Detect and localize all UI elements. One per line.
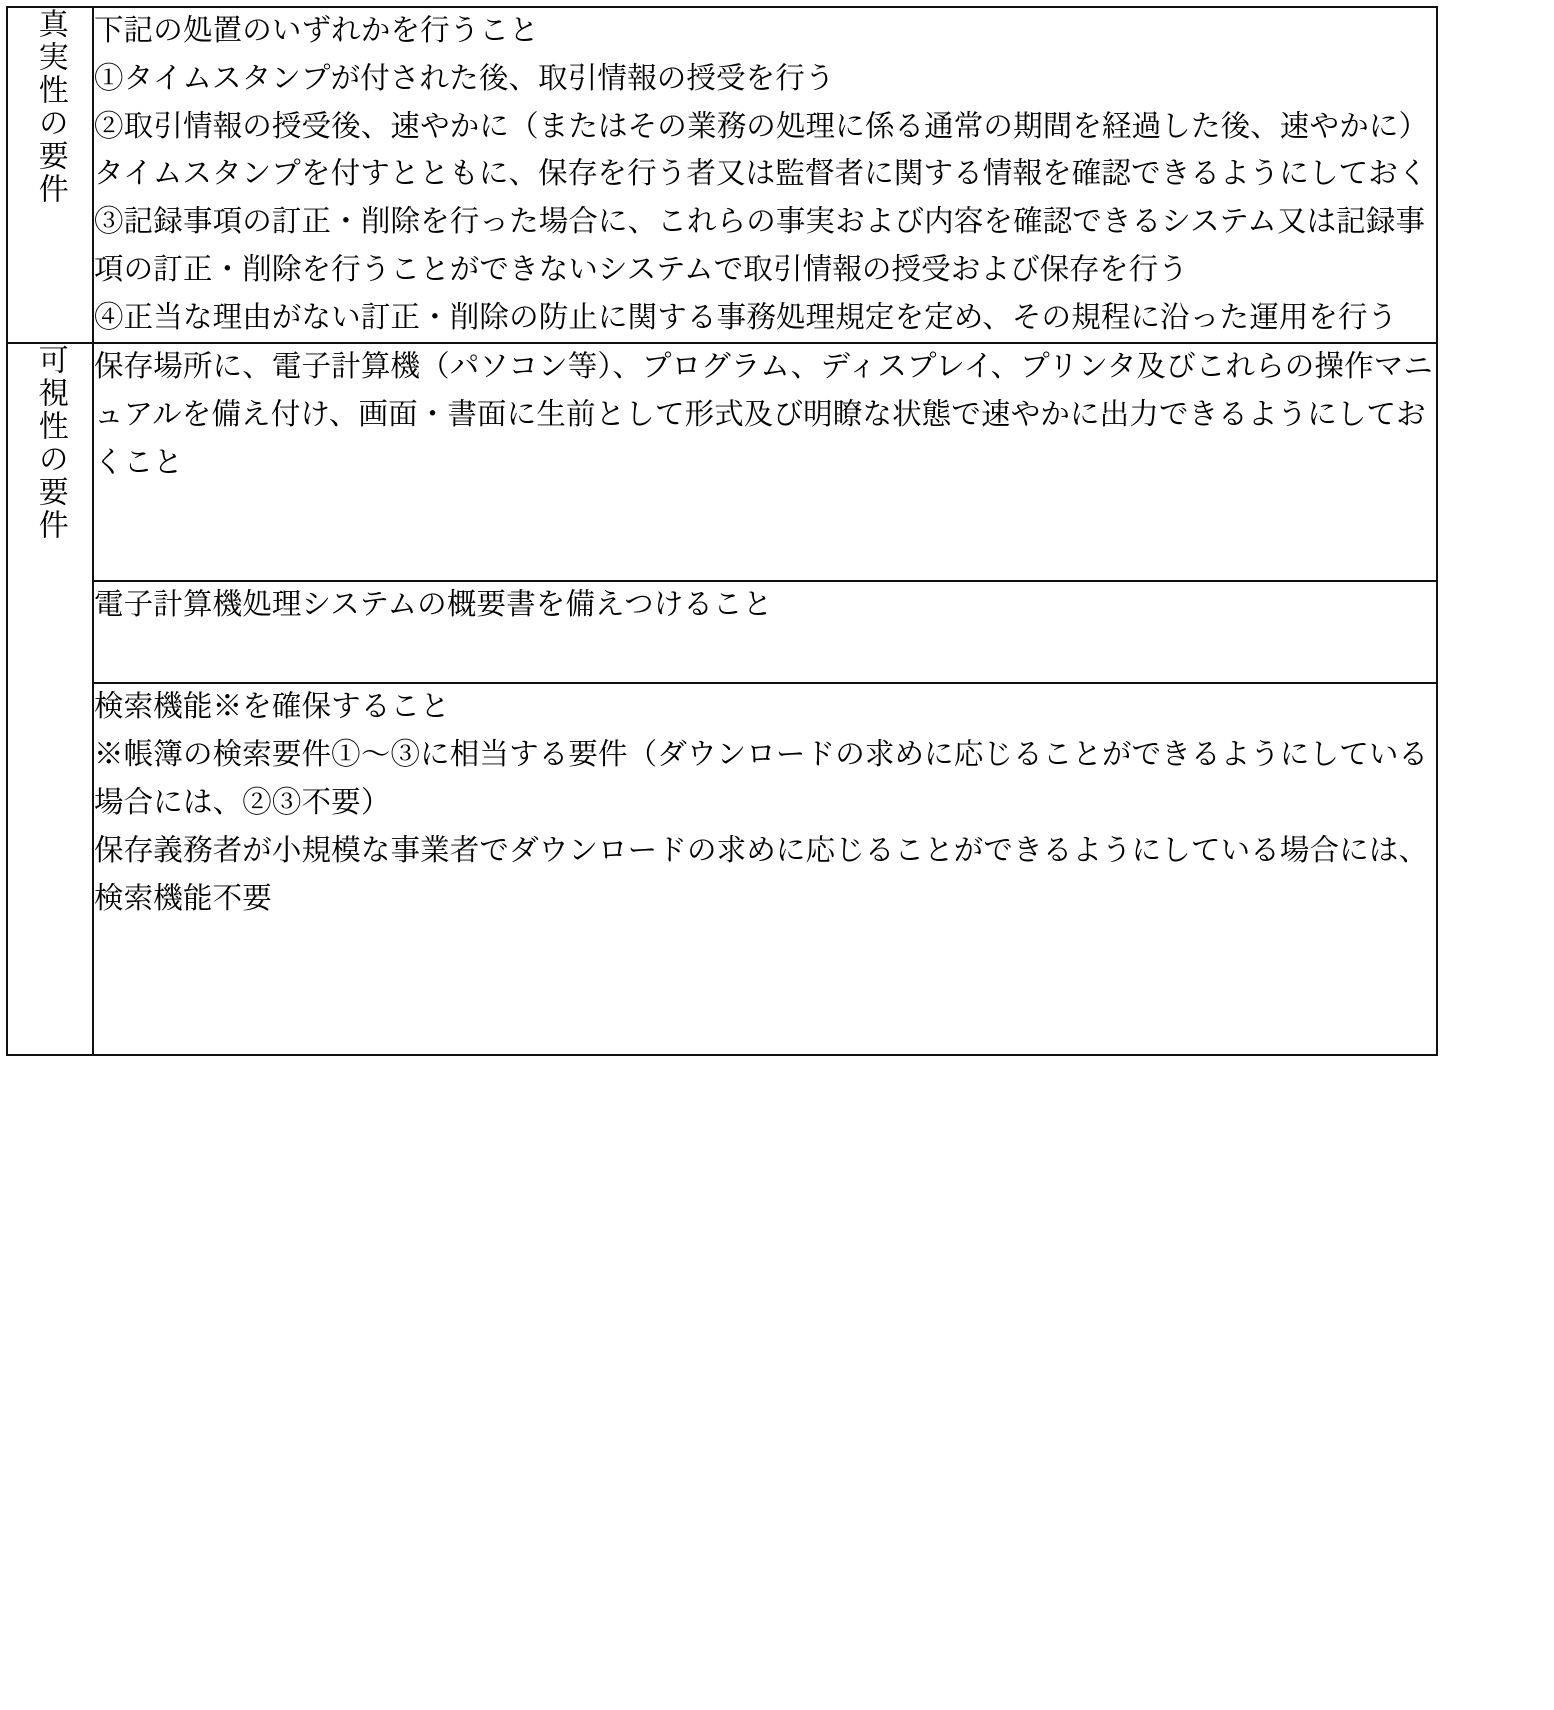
authenticity-line-1: 下記の処置のいずれかを行うこと: [94, 15, 539, 47]
visibility-requirements-label: 可視性の要件: [33, 344, 67, 543]
visibility-requirements-label-cell: [7, 343, 93, 1055]
visibility-requirements-content-1: [93, 343, 1437, 581]
authenticity-line-4: ③記録事項の訂正・削除を行った場合に、これらの事実および内容を確認できるシステム又は記録事項の訂正・削除を行うことができないシステムで取引情報の授受および保存を行う: [94, 206, 1426, 286]
authenticity-requirements-label-cell: [7, 7, 93, 343]
visibility-block2-line-1: 電子計算機処理システムの概要書を備えつけること: [94, 589, 773, 622]
visibility-block3-line-1: 検索機能※を確保すること: [94, 691, 450, 724]
table-row-visibility-3: [7, 683, 1437, 1055]
visibility-block3-line-3: 保存義務者が小規模な事業者でダウンロードの求めに応じることができるようにしている場合には、検索機能不要: [94, 834, 1429, 915]
authenticity-line-2: ①タイムスタンプが付された後、取引情報の授受を行う: [94, 62, 835, 95]
requirements-table: [6, 6, 1438, 1056]
document-page: [0, 6, 1554, 1710]
table-row-visibility-2: [7, 581, 1437, 683]
authenticity-line-3: ②取引情報の授受後、速やかに（またはその業務の処理に係る通常の期間を経過した後、速やかに）タイムスタンプを付すとともに、保存を行う者又は監督者に関する情報を確認できるようにしておく: [94, 110, 1429, 191]
visibility-requirements-content-3: [93, 683, 1437, 1055]
table-row-authenticity: [7, 7, 1437, 343]
authenticity-line-5: ④正当な理由がない訂正・削除の防止に関する事務処理規定を定め、その規程に沿った運用を行う: [94, 301, 1398, 334]
visibility-block3-line-2: ※帳簿の検索要件①〜③に相当する要件（ダウンロードの求めに応じることができるようにしている場合には、②③不要）: [94, 739, 1429, 820]
visibility-block1-line-1: 保存場所に、電子計算機（パソコン等）、プログラム、ディスプレイ、プリンタ及びこれらの操作マニュアルを備え付け、画面・書面に生前として形式及び明瞭な状態で速やかに出力できるようにしておくこと: [94, 351, 1434, 480]
authenticity-requirements-content: [93, 7, 1437, 343]
visibility-requirements-content-2: [93, 581, 1437, 683]
authenticity-requirements-label: 真実性の要件: [33, 8, 67, 206]
table-row-visibility-1: [7, 343, 1437, 581]
